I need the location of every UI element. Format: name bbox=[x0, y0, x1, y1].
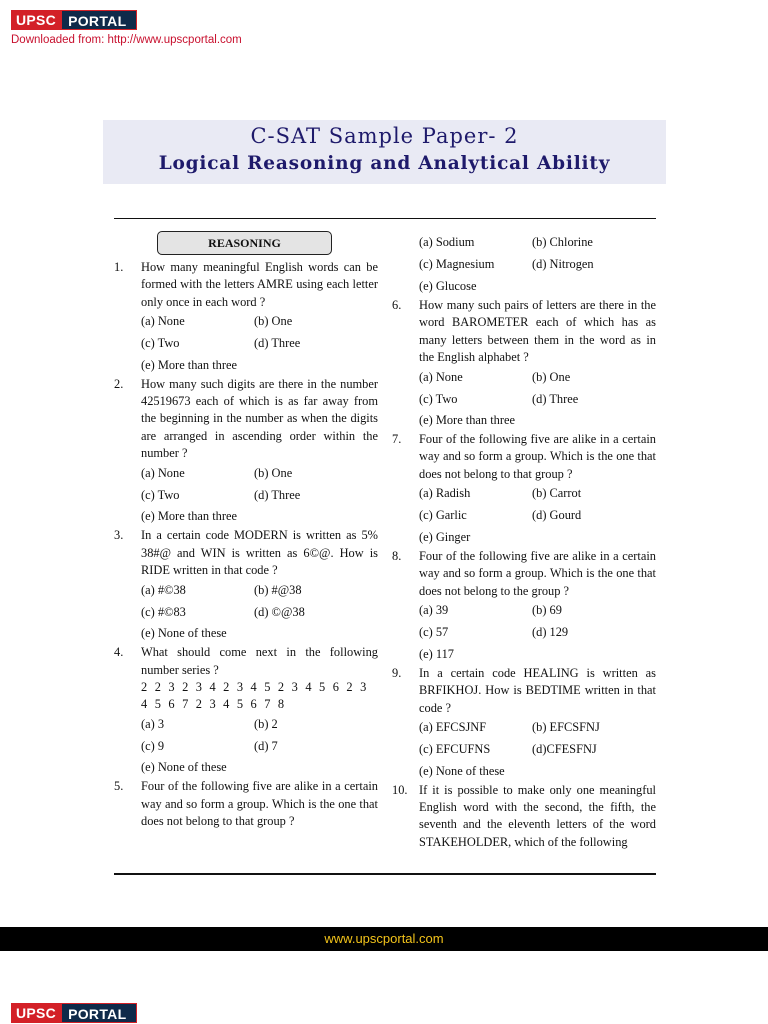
question-stem bbox=[392, 548, 656, 600]
right-column bbox=[392, 232, 656, 851]
option: (e) None of these bbox=[141, 760, 227, 775]
question-number: 5. bbox=[114, 779, 124, 794]
option-row bbox=[141, 735, 378, 757]
option-row bbox=[141, 623, 378, 644]
question-number: 1. bbox=[114, 260, 124, 274]
upsc-portal-logo-bottom bbox=[11, 1003, 137, 1023]
option-row bbox=[419, 622, 656, 644]
question-5 bbox=[114, 778, 378, 830]
question-stem bbox=[392, 782, 656, 851]
options-list bbox=[419, 483, 656, 548]
footer-url: www.upscportal.com bbox=[324, 931, 444, 946]
option: (a) 3 bbox=[141, 716, 165, 731]
options-list bbox=[141, 462, 378, 527]
option: (c) Two bbox=[141, 487, 180, 502]
question-8 bbox=[392, 548, 656, 665]
option: (b) 69 bbox=[532, 603, 562, 618]
option: (b) #@38 bbox=[254, 582, 302, 597]
option: (b) Chlorine bbox=[532, 235, 593, 250]
option-row bbox=[419, 276, 656, 297]
options-list bbox=[141, 311, 378, 376]
option-row bbox=[419, 483, 656, 505]
question-7 bbox=[392, 431, 656, 548]
paper-title: C-SAT Sample Paper- 2 bbox=[250, 124, 519, 148]
option: (a) None bbox=[141, 465, 185, 480]
question-text: Four of the following five are alike in a certain way and so form a group. Which is the one that does not belong to that group ? bbox=[141, 779, 378, 829]
options-list bbox=[141, 713, 378, 778]
question-4 bbox=[114, 644, 378, 778]
option: (c) Magnesium bbox=[419, 257, 495, 272]
top-rule bbox=[114, 218, 656, 219]
paper-subtitle: Logical Reasoning and Analytical Ability bbox=[158, 153, 611, 174]
option: (a) Sodium bbox=[419, 235, 475, 250]
option: (a) None bbox=[141, 314, 185, 329]
option: (d) ©@38 bbox=[254, 604, 305, 619]
option-row bbox=[419, 410, 656, 431]
upsc-portal-logo bbox=[11, 10, 137, 30]
option-row bbox=[419, 739, 656, 761]
option: (b) One bbox=[254, 465, 293, 480]
option-row bbox=[141, 311, 378, 333]
footer-bar bbox=[0, 927, 768, 951]
option: (c) EFCUFNS bbox=[419, 742, 491, 757]
question-stem bbox=[114, 778, 378, 830]
option-row bbox=[419, 366, 656, 388]
question-text: What should come next in the following number series ? bbox=[141, 645, 378, 677]
question-text: In a certain code MODERN is written as 5% 38#@ and WIN is written as 6©@. How is RIDE written in that code ? bbox=[141, 528, 378, 577]
option: (d) 129 bbox=[532, 625, 569, 640]
option: (e) More than three bbox=[419, 413, 515, 428]
question-9 bbox=[392, 665, 656, 782]
question-text: In a certain code HEALING is written as BRFIKHOJ. How is BEDTIME written in that code ? bbox=[419, 665, 656, 715]
option: (b) Carrot bbox=[532, 486, 582, 501]
option: (a) None bbox=[419, 369, 463, 384]
option: (e) More than three bbox=[141, 357, 237, 372]
option-row bbox=[419, 761, 656, 782]
option: (a) #©38 bbox=[141, 582, 186, 597]
option-row bbox=[419, 717, 656, 739]
option-row bbox=[141, 355, 378, 376]
options-list bbox=[141, 579, 378, 644]
option: (b) One bbox=[254, 314, 293, 329]
question-stem bbox=[392, 297, 656, 366]
question-text: Four of the following five are alike in a certain way and so form a group. Which is the one that does not belong to that group ? bbox=[419, 432, 656, 481]
option-row bbox=[419, 388, 656, 410]
logo-portal: PORTAL bbox=[61, 10, 137, 30]
option: (c) Two bbox=[419, 391, 458, 406]
question-stem bbox=[392, 665, 656, 717]
option-row bbox=[141, 506, 378, 527]
question-number: 3. bbox=[114, 528, 124, 543]
question-text: Four of the following five are alike in a certain way and so form a group. Which is the one that does not belong to the group ? bbox=[419, 549, 656, 598]
question-text: If it is possible to make only one meaningful English word with the second, the fifth, the seventh and the eleventh letters of the word STAKEHOLDER, which of the following bbox=[419, 782, 656, 849]
question-stem bbox=[114, 376, 378, 462]
number-series: 2 2 3 2 3 4 2 3 4 5 2 3 4 5 6 2 3 4 5 6 7 2 3 4 5 6 7 8 bbox=[141, 679, 369, 712]
option: (c) 57 bbox=[419, 625, 449, 640]
option: (c) Two bbox=[141, 336, 180, 351]
question-number: 6. bbox=[392, 298, 402, 312]
download-source-text: Downloaded from: http://www.upscportal.com bbox=[11, 34, 242, 46]
option-row bbox=[419, 644, 656, 665]
question-10 bbox=[392, 782, 656, 851]
option-row bbox=[141, 713, 378, 735]
question-6 bbox=[392, 297, 656, 431]
option: (a) Radish bbox=[419, 486, 471, 501]
option-row bbox=[419, 527, 656, 548]
bottom-rule bbox=[114, 873, 656, 875]
question-number: 9. bbox=[392, 665, 402, 680]
option: (d) Gourd bbox=[532, 508, 582, 523]
left-column bbox=[114, 259, 378, 830]
logo-upsc: UPSC bbox=[11, 1003, 61, 1023]
option: (e) None of these bbox=[419, 763, 505, 778]
question-number: 2. bbox=[114, 376, 124, 391]
section-label: REASONING bbox=[157, 231, 332, 255]
option: (d) Three bbox=[254, 336, 301, 351]
question-text: How many meaningful English words can be formed with the letters AMRE using each letter only once in each word ? bbox=[141, 260, 378, 309]
option-row bbox=[419, 600, 656, 622]
option: (e) 117 bbox=[419, 646, 454, 661]
logo-upsc: UPSC bbox=[11, 10, 61, 30]
question-5-options bbox=[419, 232, 656, 297]
question-number: 10. bbox=[392, 782, 408, 797]
option: (e) Ginger bbox=[419, 529, 471, 544]
options-list bbox=[419, 366, 656, 431]
question-1 bbox=[114, 259, 378, 376]
question-text: How many such digits are there in the number 42519673 each of which is as far away from the beginning in the number as when the digits are arranged in ascending order within the number ? bbox=[141, 376, 378, 461]
option: (d) Nitrogen bbox=[532, 257, 594, 272]
option: (d) 7 bbox=[254, 738, 278, 753]
option: (b) EFCSFNJ bbox=[532, 720, 600, 735]
option: (a) 39 bbox=[419, 603, 449, 618]
options-list bbox=[419, 600, 656, 665]
option: (e) Glucose bbox=[419, 278, 477, 293]
option: (d) Three bbox=[532, 391, 579, 406]
question-stem bbox=[114, 527, 378, 579]
option-row bbox=[141, 484, 378, 506]
option-row bbox=[419, 505, 656, 527]
question-stem bbox=[114, 644, 378, 713]
question-2 bbox=[114, 376, 378, 527]
option: (e) None of these bbox=[141, 626, 227, 641]
option: (c) Garlic bbox=[419, 508, 467, 523]
question-number: 8. bbox=[392, 549, 402, 564]
options-list bbox=[419, 717, 656, 782]
question-text: How many such pairs of letters are there in the word BAROMETER each of which has as many letters between them in the word as in the English alphabet ? bbox=[419, 298, 656, 364]
option: (b) One bbox=[532, 369, 571, 384]
logo-portal: PORTAL bbox=[61, 1003, 137, 1023]
question-number: 4. bbox=[114, 645, 124, 660]
option-row bbox=[141, 579, 378, 601]
option-row bbox=[141, 333, 378, 355]
option: (d)CFESFNJ bbox=[532, 742, 597, 757]
option-row bbox=[419, 232, 656, 254]
option: (c) #©83 bbox=[141, 604, 186, 619]
option: (b) 2 bbox=[254, 716, 278, 731]
option-row bbox=[419, 254, 656, 276]
paper-title-box bbox=[103, 120, 666, 184]
question-3 bbox=[114, 527, 378, 644]
option: (a) EFCSJNF bbox=[419, 720, 487, 735]
question-number: 7. bbox=[392, 432, 402, 447]
option: (d) Three bbox=[254, 487, 301, 502]
option: (e) More than three bbox=[141, 509, 237, 524]
option-row bbox=[141, 601, 378, 623]
question-stem bbox=[114, 259, 378, 311]
option-row bbox=[141, 757, 378, 778]
option: (c) 9 bbox=[141, 738, 165, 753]
option-row bbox=[141, 462, 378, 484]
question-stem bbox=[392, 431, 656, 483]
